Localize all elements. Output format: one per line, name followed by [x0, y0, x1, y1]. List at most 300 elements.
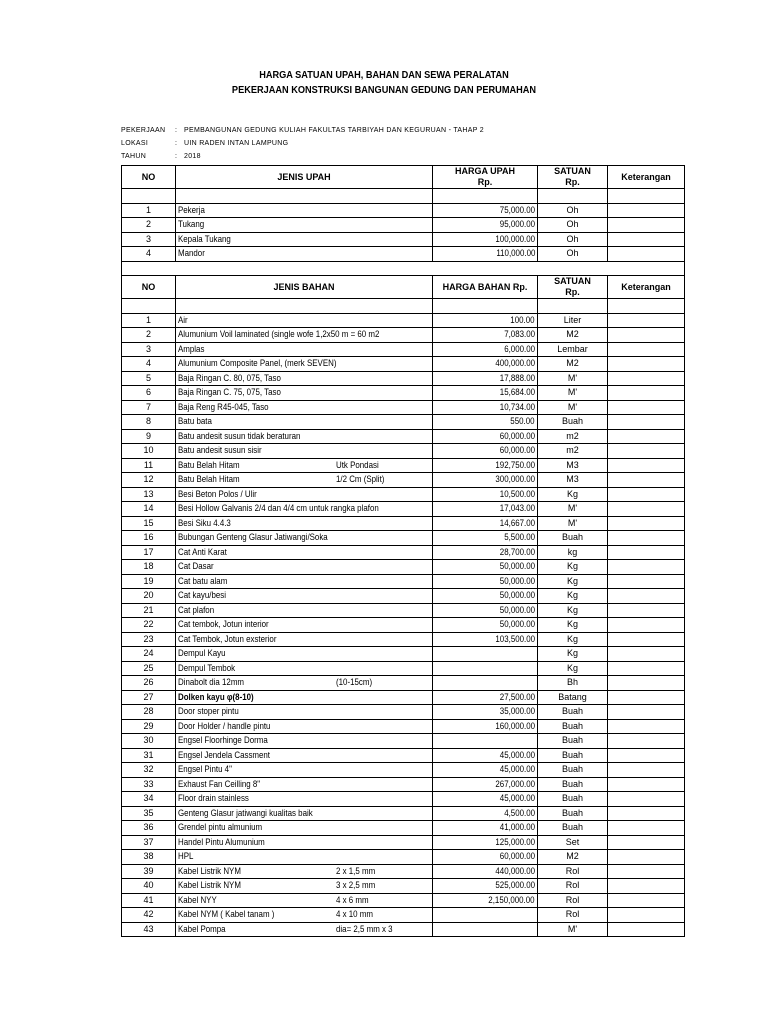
- row-unit: Kg: [538, 603, 608, 618]
- table-row: [122, 218, 685, 233]
- row-price-text: 5,500.00: [504, 532, 535, 543]
- header-satuan: [538, 166, 608, 189]
- row-price-text: 525,000.00: [495, 880, 535, 891]
- row-price-text: 50,000.00: [499, 590, 535, 601]
- row-no: 26: [122, 676, 176, 691]
- row-no: 12: [122, 473, 176, 488]
- row-name: [176, 444, 433, 459]
- row-price-text: 10,500.00: [499, 488, 535, 499]
- row-unit: M': [538, 386, 608, 401]
- row-unit: Buah: [538, 763, 608, 778]
- row-keterangan: [608, 908, 685, 923]
- row-price-text: 103,500.00: [495, 633, 535, 644]
- table-row: [122, 371, 685, 386]
- row-name-spec: 2 x 1,5 mm: [336, 865, 376, 876]
- header-harga-upah-line1: HARGA UPAH: [455, 166, 515, 176]
- row-price: [433, 531, 538, 546]
- meta-colon: :: [175, 140, 178, 147]
- row-unit: Oh: [538, 232, 608, 247]
- table-row: [122, 531, 685, 546]
- row-unit: Kg: [538, 574, 608, 589]
- meta-colon: :: [175, 153, 178, 160]
- meta-pekerjaan-value: PEMBANGUNAN GEDUNG KULIAH FAKULTAS TARBIYAH DAN KEGURUAN - TAHAP 2: [184, 127, 484, 134]
- row-unit: Kg: [538, 487, 608, 502]
- row-name: [176, 473, 433, 488]
- row-no: 4: [122, 357, 176, 372]
- row-price: [433, 487, 538, 502]
- table-row: [122, 342, 685, 357]
- row-price-text: 192,750.00: [495, 459, 535, 470]
- row-price-text: 160,000.00: [495, 720, 535, 731]
- row-no: 19: [122, 574, 176, 589]
- spacer-row: [122, 189, 685, 204]
- row-no: 20: [122, 589, 176, 604]
- meta-pekerjaan-label: PEKERJAAN: [121, 127, 166, 134]
- row-unit: Kg: [538, 632, 608, 647]
- row-no: 40: [122, 879, 176, 894]
- row-price: [433, 806, 538, 821]
- row-keterangan: [608, 603, 685, 618]
- row-no: 36: [122, 821, 176, 836]
- row-price-text: 17,043.00: [499, 503, 535, 514]
- row-name-text: Baja Ringan C. 75, 075, Taso: [178, 387, 281, 398]
- row-no: 27: [122, 690, 176, 705]
- table-row: [122, 618, 685, 633]
- table-row: [122, 647, 685, 662]
- row-price: [433, 415, 538, 430]
- row-price: [433, 516, 538, 531]
- row-name: [176, 908, 433, 923]
- row-name: [176, 458, 433, 473]
- table-row: [122, 763, 685, 778]
- row-price-text: 28,700.00: [499, 546, 535, 557]
- row-price: [433, 545, 538, 560]
- row-price: [433, 560, 538, 575]
- row-name: [176, 589, 433, 604]
- row-name-text: Alumunium Composite Panel, (merk SEVEN): [178, 358, 337, 369]
- row-name-text: Batu bata: [178, 416, 212, 427]
- row-name-spec: 4 x 6 mm: [336, 894, 369, 905]
- row-price-text: 400,000.00: [495, 358, 535, 369]
- table-row: [122, 922, 685, 937]
- header-harga-upah: [433, 166, 538, 189]
- table-row: [122, 357, 685, 372]
- row-price-text: 27,500.00: [499, 691, 535, 702]
- row-unit: M2: [538, 357, 608, 372]
- header-jenis-upah: JENIS UPAH: [176, 166, 433, 189]
- row-keterangan: [608, 618, 685, 633]
- row-price: [433, 705, 538, 720]
- row-no: 3: [122, 342, 176, 357]
- row-name-text: Besi Beton Polos / Ulir: [178, 488, 257, 499]
- header-jenis-bahan: JENIS BAHAN: [176, 276, 433, 299]
- row-name-text: Kabel NYY: [178, 894, 217, 905]
- row-keterangan: [608, 893, 685, 908]
- row-name-text: Dempul Kayu: [178, 648, 226, 659]
- row-unit: M': [538, 922, 608, 937]
- row-price: [433, 342, 538, 357]
- row-keterangan: [608, 328, 685, 343]
- row-price: [433, 232, 538, 247]
- row-unit: Buah: [538, 792, 608, 807]
- row-price-text: 50,000.00: [499, 575, 535, 586]
- document-title-line2: PEKERJAAN KONSTRUKSI BANGUNAN GEDUNG DAN PERUMAHAN: [231, 85, 537, 96]
- row-name: [176, 618, 433, 633]
- header-satuan-line1: SATUAN: [554, 166, 591, 176]
- row-no: 17: [122, 545, 176, 560]
- row-name: [176, 371, 433, 386]
- row-unit: Kg: [538, 618, 608, 633]
- row-unit: M': [538, 516, 608, 531]
- row-unit: Kg: [538, 589, 608, 604]
- row-name-text: Cat kayu/besi: [178, 590, 226, 601]
- table-row: [122, 232, 685, 247]
- row-price: [433, 864, 538, 879]
- row-keterangan: [608, 734, 685, 749]
- row-name-text: Bubungan Genteng Glasur Jatiwangi/Soka: [178, 532, 328, 543]
- row-name: [176, 821, 433, 836]
- row-price-text: 50,000.00: [499, 561, 535, 572]
- row-no: 23: [122, 632, 176, 647]
- row-name-text: Batu Belah Hitam: [178, 474, 240, 485]
- row-name-text: Engsel Pintu 4": [178, 764, 232, 775]
- row-name: [176, 661, 433, 676]
- table-row: [122, 203, 685, 218]
- row-no: 10: [122, 444, 176, 459]
- row-keterangan: [608, 218, 685, 233]
- row-keterangan: [608, 879, 685, 894]
- row-keterangan: [608, 203, 685, 218]
- row-name: [176, 893, 433, 908]
- header-harga-upah-line2: Rp.: [477, 177, 493, 187]
- header-satuan-line1: SATUAN: [554, 276, 591, 286]
- row-name: [176, 415, 433, 430]
- row-price: [433, 313, 538, 328]
- section-gap: [122, 261, 685, 276]
- row-price-text: 7,083.00: [504, 329, 535, 340]
- row-no: 18: [122, 560, 176, 575]
- table-row: [122, 444, 685, 459]
- table-row: [122, 835, 685, 850]
- row-keterangan: [608, 632, 685, 647]
- row-no: 14: [122, 502, 176, 517]
- document-title-line1: HARGA SATUAN UPAH, BAHAN DAN SEWA PERALATAN: [259, 70, 509, 81]
- row-keterangan: [608, 429, 685, 444]
- row-price: [433, 647, 538, 662]
- row-no: 15: [122, 516, 176, 531]
- row-name: [176, 690, 433, 705]
- row-price-text: 440,000.00: [495, 865, 535, 876]
- row-no: 13: [122, 487, 176, 502]
- row-keterangan: [608, 705, 685, 720]
- row-no: 41: [122, 893, 176, 908]
- row-name: [176, 922, 433, 937]
- header-satuan-line2: Rp.: [565, 177, 580, 187]
- header-keterangan: Keterangan: [608, 276, 685, 299]
- row-unit: Buah: [538, 531, 608, 546]
- row-unit: Set: [538, 835, 608, 850]
- row-keterangan: [608, 357, 685, 372]
- row-price-text: 2,150,000.00: [488, 894, 535, 905]
- table-row: [122, 247, 685, 262]
- row-keterangan: [608, 444, 685, 459]
- row-name: [176, 516, 433, 531]
- table-row: [122, 560, 685, 575]
- row-no: 39: [122, 864, 176, 879]
- row-price-text: 45,000.00: [499, 793, 535, 804]
- row-price-text: 50,000.00: [499, 619, 535, 630]
- row-price: [433, 386, 538, 401]
- row-price-text: 35,000.00: [499, 706, 535, 717]
- row-price: [433, 247, 538, 262]
- row-no: 4: [122, 247, 176, 262]
- row-keterangan: [608, 545, 685, 560]
- row-name: [176, 763, 433, 778]
- header-keterangan: Keterangan: [608, 166, 685, 189]
- row-price: [433, 792, 538, 807]
- row-price: [433, 618, 538, 633]
- row-unit: M3: [538, 473, 608, 488]
- row-unit: Rol: [538, 864, 608, 879]
- row-price: [433, 777, 538, 792]
- table-row: [122, 806, 685, 821]
- row-unit: Buah: [538, 705, 608, 720]
- row-price: [433, 589, 538, 604]
- row-name: [176, 232, 433, 247]
- row-name-text: Batu andesit susun sisir: [178, 445, 262, 456]
- row-no: 42: [122, 908, 176, 923]
- row-keterangan: [608, 247, 685, 262]
- row-name-text: Cat Dasar: [178, 561, 214, 572]
- row-name: [176, 719, 433, 734]
- row-price-text: 15,684.00: [499, 387, 535, 398]
- row-name-text: Floor drain stainless: [178, 793, 249, 804]
- table-row: [122, 864, 685, 879]
- row-unit: Buah: [538, 415, 608, 430]
- row-no: 9: [122, 429, 176, 444]
- row-name: [176, 748, 433, 763]
- row-name-text: Cat tembok, Jotun interior: [178, 619, 269, 630]
- row-name: [176, 313, 433, 328]
- row-unit: Bh: [538, 676, 608, 691]
- row-name-text: Door stoper pintu: [178, 706, 239, 717]
- row-no: 34: [122, 792, 176, 807]
- row-unit: Kg: [538, 661, 608, 676]
- row-name: [176, 429, 433, 444]
- row-unit: Oh: [538, 247, 608, 262]
- row-name: [176, 218, 433, 233]
- row-name: [176, 560, 433, 575]
- row-name-text: Genteng Glasur jatiwangi kualitas baik: [178, 807, 313, 818]
- row-name: [176, 734, 433, 749]
- row-price: [433, 603, 538, 618]
- row-no: 38: [122, 850, 176, 865]
- row-keterangan: [608, 313, 685, 328]
- row-price: [433, 734, 538, 749]
- row-keterangan: [608, 371, 685, 386]
- row-price: [433, 632, 538, 647]
- row-keterangan: [608, 864, 685, 879]
- row-price-text: 17,888.00: [499, 372, 535, 383]
- row-price: [433, 748, 538, 763]
- row-price-text: 60,000.00: [499, 445, 535, 456]
- row-keterangan: [608, 502, 685, 517]
- meta-lokasi: [121, 140, 288, 147]
- row-keterangan: [608, 661, 685, 676]
- table-row: [122, 502, 685, 517]
- row-price-text: 267,000.00: [495, 778, 535, 789]
- table-row: [122, 676, 685, 691]
- row-unit: Kg: [538, 560, 608, 575]
- header-no: NO: [122, 166, 176, 189]
- meta-tahun: [121, 153, 201, 160]
- row-name-spec: dia= 2,5 mm x 3: [336, 923, 393, 934]
- row-unit: Batang: [538, 690, 608, 705]
- row-keterangan: [608, 850, 685, 865]
- row-price-text: 100.00: [510, 314, 535, 325]
- row-name: [176, 357, 433, 372]
- row-keterangan: [608, 574, 685, 589]
- row-no: 30: [122, 734, 176, 749]
- row-name: [176, 632, 433, 647]
- row-no: 16: [122, 531, 176, 546]
- table-row: [122, 386, 685, 401]
- table-row: [122, 400, 685, 415]
- row-unit: Liter: [538, 313, 608, 328]
- row-name-text: Handel Pintu Alumunium: [178, 836, 265, 847]
- row-unit: Buah: [538, 777, 608, 792]
- row-price-text: 60,000.00: [499, 430, 535, 441]
- row-no: 43: [122, 922, 176, 937]
- row-no: 1: [122, 313, 176, 328]
- row-name-text: Door Holder / handle pintu: [178, 720, 271, 731]
- row-name: [176, 400, 433, 415]
- row-keterangan: [608, 792, 685, 807]
- row-name: [176, 545, 433, 560]
- row-unit: M2: [538, 328, 608, 343]
- table-row: [122, 589, 685, 604]
- row-no: 35: [122, 806, 176, 821]
- row-price: [433, 821, 538, 836]
- row-name-text: Kabel Listrik NYM: [178, 865, 241, 876]
- row-name: [176, 777, 433, 792]
- table-row: [122, 821, 685, 836]
- table-row: [122, 313, 685, 328]
- row-name-text: Cat Tembok, Jotun exsterior: [178, 633, 277, 644]
- row-no: 21: [122, 603, 176, 618]
- row-price-text: 550.00: [510, 416, 535, 427]
- header-harga-bahan: HARGA BAHAN Rp.: [433, 276, 538, 299]
- row-no: 11: [122, 458, 176, 473]
- row-name-text: Kabel NYM ( Kabel tanam ): [178, 909, 275, 920]
- row-name: [176, 531, 433, 546]
- row-unit: M3: [538, 458, 608, 473]
- row-no: 5: [122, 371, 176, 386]
- row-name: [176, 342, 433, 357]
- row-keterangan: [608, 777, 685, 792]
- row-price: [433, 763, 538, 778]
- row-price-text: 300,000.00: [495, 474, 535, 485]
- row-name-spec: (10-15cm): [336, 677, 373, 688]
- row-name-text: Batu Belah Hitam: [178, 459, 240, 470]
- row-no: 28: [122, 705, 176, 720]
- row-keterangan: [608, 748, 685, 763]
- row-no: 33: [122, 777, 176, 792]
- table-row: [122, 487, 685, 502]
- row-price: [433, 429, 538, 444]
- row-name-text: Air: [178, 314, 188, 325]
- table-row: [122, 458, 685, 473]
- row-keterangan: [608, 719, 685, 734]
- row-name-spec: 1/2 Cm (Split): [336, 474, 385, 485]
- row-keterangan: [608, 342, 685, 357]
- row-no: 8: [122, 415, 176, 430]
- row-price: [433, 371, 538, 386]
- row-name: [176, 792, 433, 807]
- row-name: [176, 850, 433, 865]
- row-price-text: 6,000.00: [504, 343, 535, 354]
- row-name: [176, 806, 433, 821]
- row-price-text: 45,000.00: [499, 764, 535, 775]
- row-keterangan: [608, 821, 685, 836]
- row-keterangan: [608, 386, 685, 401]
- row-name-text: Engsel Jendela Cassment: [178, 749, 271, 760]
- row-name-text: Batu andesit susun tidak beraturan: [178, 430, 301, 441]
- row-price: [433, 676, 538, 691]
- row-keterangan: [608, 531, 685, 546]
- meta-tahun-value: 2018: [184, 153, 201, 160]
- table-row: [122, 690, 685, 705]
- row-name: [176, 502, 433, 517]
- row-unit: Rol: [538, 893, 608, 908]
- row-keterangan: [608, 400, 685, 415]
- row-keterangan: [608, 458, 685, 473]
- row-price: [433, 473, 538, 488]
- row-price-text: 110,000.00: [495, 248, 535, 259]
- meta-colon: :: [175, 127, 178, 134]
- row-no: 6: [122, 386, 176, 401]
- spacer-row: [122, 299, 685, 314]
- row-no: 7: [122, 400, 176, 415]
- row-keterangan: [608, 415, 685, 430]
- row-price-text: 10,734.00: [499, 401, 535, 412]
- row-no: 2: [122, 218, 176, 233]
- row-name-text: Besi Siku 4.4.3: [178, 517, 231, 528]
- meta-lokasi-label: LOKASI: [121, 140, 149, 147]
- table-row: [122, 429, 685, 444]
- row-name: [176, 487, 433, 502]
- row-name-text: Tukang: [178, 219, 205, 230]
- row-unit: M': [538, 371, 608, 386]
- row-no: 24: [122, 647, 176, 662]
- header-satuan-line2: Rp.: [565, 287, 580, 297]
- row-unit: kg: [538, 545, 608, 560]
- row-name-spec: Utk Pondasi: [336, 459, 379, 470]
- row-unit: Buah: [538, 806, 608, 821]
- row-keterangan: [608, 487, 685, 502]
- row-name: [176, 835, 433, 850]
- row-name: [176, 328, 433, 343]
- row-price: [433, 719, 538, 734]
- table-row: [122, 574, 685, 589]
- row-price: [433, 908, 538, 923]
- row-name-text: Cat batu alam: [178, 575, 228, 586]
- row-keterangan: [608, 763, 685, 778]
- row-name-text: Dolken kayu φ(8-10): [178, 691, 254, 702]
- row-price: [433, 203, 538, 218]
- table-row: [122, 603, 685, 618]
- table-row: [122, 879, 685, 894]
